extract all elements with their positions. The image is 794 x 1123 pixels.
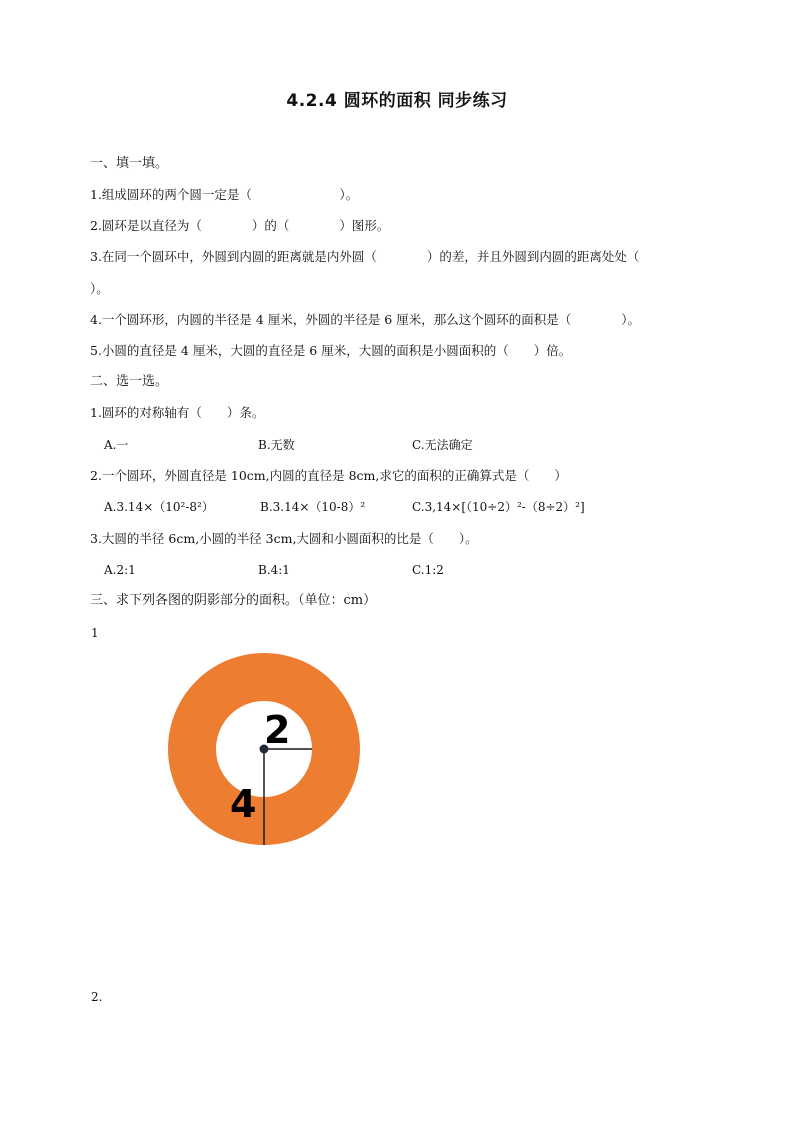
question-2-3: 3.大圆的半径 6cm,小圆的半径 3cm,大圆和小圆面积的比是（ ）。 (90, 531, 478, 546)
page-title: 4.2.4 圆环的面积 同步练习 (286, 91, 508, 111)
question-1-1: 1.组成圆环的两个圆一定是（ ）。 (90, 187, 359, 202)
option-2-2-a: A.3.14×（10²-8²） (104, 500, 214, 514)
option-2-2-b: B.3.14×（10-8）² (260, 500, 366, 514)
figure-1-label: 1 (91, 626, 99, 640)
option-2-1-a: A.一 (104, 438, 129, 452)
annulus-figure (160, 645, 370, 855)
question-1-3: 3.在同一个圆环中，外圆到内圆的距离就是内外圆（ ）的差，并且外圆到内圆的距离处处（ (90, 249, 640, 264)
question-1-4: 4.一个圆环形，内圆的半径是 4 厘米，外圆的半径是 6 厘米，那么这个圆环的面积是（ ）。 (90, 312, 640, 327)
question-1-2: 2.圆环是以直径为（ ）的（ ）图形。 (90, 218, 390, 233)
figure-2-label: 2. (91, 990, 103, 1004)
section-heading-fill-in: 一、填一填。 (90, 156, 169, 171)
section-heading-shaded-area: 三、求下列各图的阴影部分的面积。（单位：cm） (90, 593, 377, 608)
option-2-3-a: A.2:1 (104, 563, 136, 577)
inner-radius-value: 2 (264, 708, 291, 752)
question-1-3-continued: ）。 (90, 281, 109, 296)
question-2-2: 2.一个圆环，外圆直径是 10cm,内圆的直径是 8cm,求它的面积的正确算式是（ ） (90, 468, 567, 483)
option-2-1-b: B.无数 (258, 438, 295, 452)
question-2-1: 1.圆环的对称轴有（ ）条。 (90, 405, 265, 420)
question-1-5: 5.小圆的直径是 4 厘米，大圆的直径是 6 厘米，大圆的面积是小圆面积的（ ）倍。 (90, 343, 572, 358)
section-heading-choose: 二、选一选。 (90, 374, 169, 389)
option-2-3-b: B.4:1 (258, 563, 290, 577)
option-2-2-c: C.3,14×[（10÷2）²-（8÷2）²] (412, 500, 585, 514)
outer-radius-value: 4 (230, 782, 257, 826)
option-2-3-c: C.1:2 (412, 563, 444, 577)
option-2-1-c: C.无法确定 (412, 438, 473, 452)
